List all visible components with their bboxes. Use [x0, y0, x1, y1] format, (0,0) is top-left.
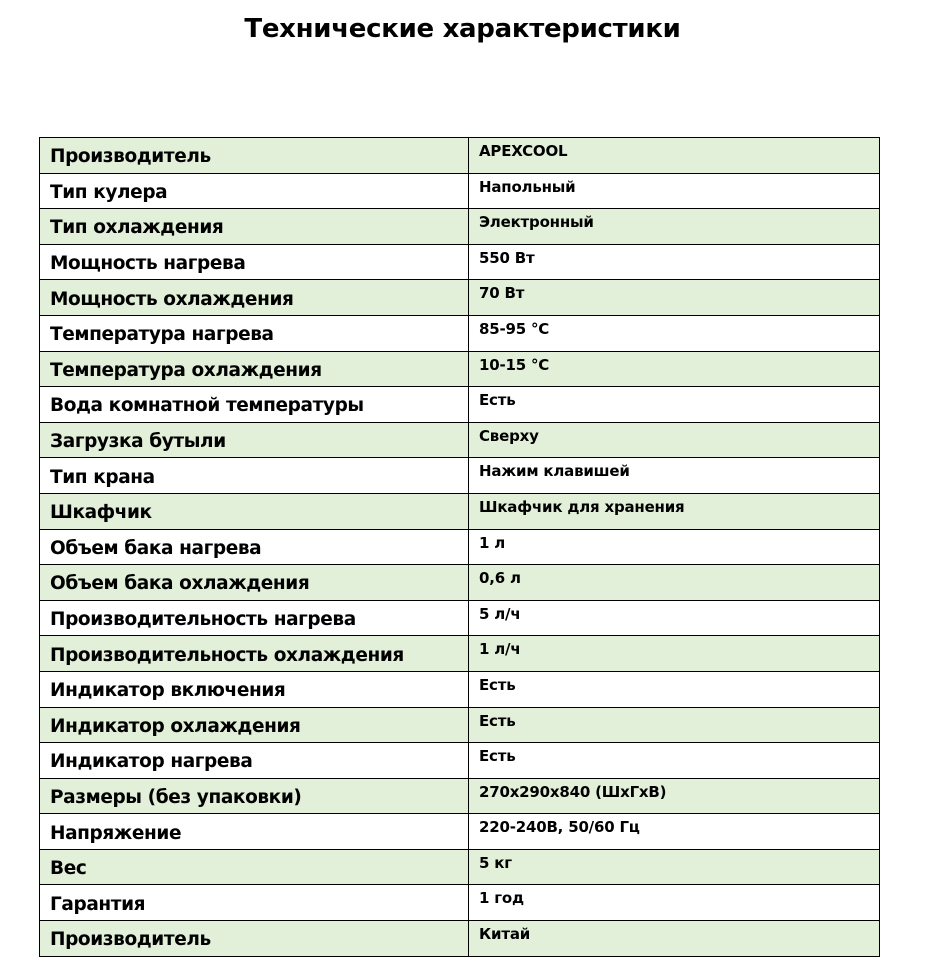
spec-value-cell: 220-240В, 50/60 Гц [469, 814, 880, 850]
page-title: Технические характеристики [244, 14, 681, 44]
spec-value-cell: Есть [469, 707, 880, 743]
spec-name-cell: Индикатор включения [40, 671, 469, 707]
spec-name-cell: Загрузка бутыли [40, 422, 469, 458]
spec-row [40, 422, 880, 458]
spec-name-cell: Индикатор охлаждения [40, 707, 469, 743]
spec-row [40, 529, 880, 565]
spec-value-cell: 0,6 л [469, 565, 880, 601]
spec-name-cell: Температура нагрева [40, 315, 469, 351]
spec-value-cell: APEXCOOL [469, 138, 880, 174]
spec-table [39, 137, 880, 957]
spec-value-cell: Есть [469, 387, 880, 423]
spec-row [40, 493, 880, 529]
spec-name-cell: Объем бака нагрева [40, 529, 469, 565]
spec-value-cell: Китай [469, 921, 880, 957]
spec-value-cell: 270x290x840 (ШхГхВ) [469, 778, 880, 814]
spec-value-cell: 85-95 °С [469, 315, 880, 351]
spec-name-cell: Размеры (без упаковки) [40, 778, 469, 814]
spec-value-cell: Напольный [469, 173, 880, 209]
spec-row [40, 173, 880, 209]
spec-value-cell: Шкафчик для хранения [469, 493, 880, 529]
spec-value-cell: 5 л/ч [469, 600, 880, 636]
spec-name-cell: Индикатор нагрева [40, 743, 469, 779]
spec-name-cell: Тип крана [40, 458, 469, 494]
spec-row [40, 244, 880, 280]
spec-name-cell: Напряжение [40, 814, 469, 850]
spec-name-cell: Гарантия [40, 885, 469, 921]
spec-row [40, 778, 880, 814]
spec-name-cell: Температура охлаждения [40, 351, 469, 387]
spec-name-cell: Производительность охлаждения [40, 636, 469, 672]
spec-row [40, 707, 880, 743]
spec-row [40, 315, 880, 351]
spec-row [40, 671, 880, 707]
spec-value-cell: 1 л/ч [469, 636, 880, 672]
spec-name-cell: Вес [40, 849, 469, 885]
spec-name-cell: Шкафчик [40, 493, 469, 529]
spec-row [40, 636, 880, 672]
spec-row [40, 351, 880, 387]
spec-row [40, 280, 880, 316]
spec-name-cell: Производитель [40, 921, 469, 957]
spec-value-cell: 70 Вт [469, 280, 880, 316]
spec-row [40, 743, 880, 779]
spec-name-cell: Мощность охлаждения [40, 280, 469, 316]
spec-name-cell: Объем бака охлаждения [40, 565, 469, 601]
spec-value-cell: Электронный [469, 209, 880, 245]
spec-value-cell: 1 год [469, 885, 880, 921]
spec-value-cell: Сверху [469, 422, 880, 458]
spec-value-cell: Нажим клавишей [469, 458, 880, 494]
spec-row [40, 138, 880, 174]
spec-row [40, 885, 880, 921]
spec-value-cell: Есть [469, 743, 880, 779]
spec-name-cell: Тип охлаждения [40, 209, 469, 245]
spec-row [40, 600, 880, 636]
spec-row [40, 387, 880, 423]
spec-row [40, 565, 880, 601]
spec-row [40, 849, 880, 885]
spec-value-cell: 5 кг [469, 849, 880, 885]
spec-table-body [40, 138, 880, 957]
spec-value-cell: 550 Вт [469, 244, 880, 280]
spec-row [40, 209, 880, 245]
spec-value-cell: 10-15 °С [469, 351, 880, 387]
spec-name-cell: Тип кулера [40, 173, 469, 209]
spec-row [40, 458, 880, 494]
spec-value-cell: 1 л [469, 529, 880, 565]
spec-row [40, 814, 880, 850]
spec-name-cell: Мощность нагрева [40, 244, 469, 280]
spec-name-cell: Производительность нагрева [40, 600, 469, 636]
spec-value-cell: Есть [469, 671, 880, 707]
spec-name-cell: Вода комнатной температуры [40, 387, 469, 423]
spec-row [40, 921, 880, 957]
spec-name-cell: Производитель [40, 138, 469, 174]
